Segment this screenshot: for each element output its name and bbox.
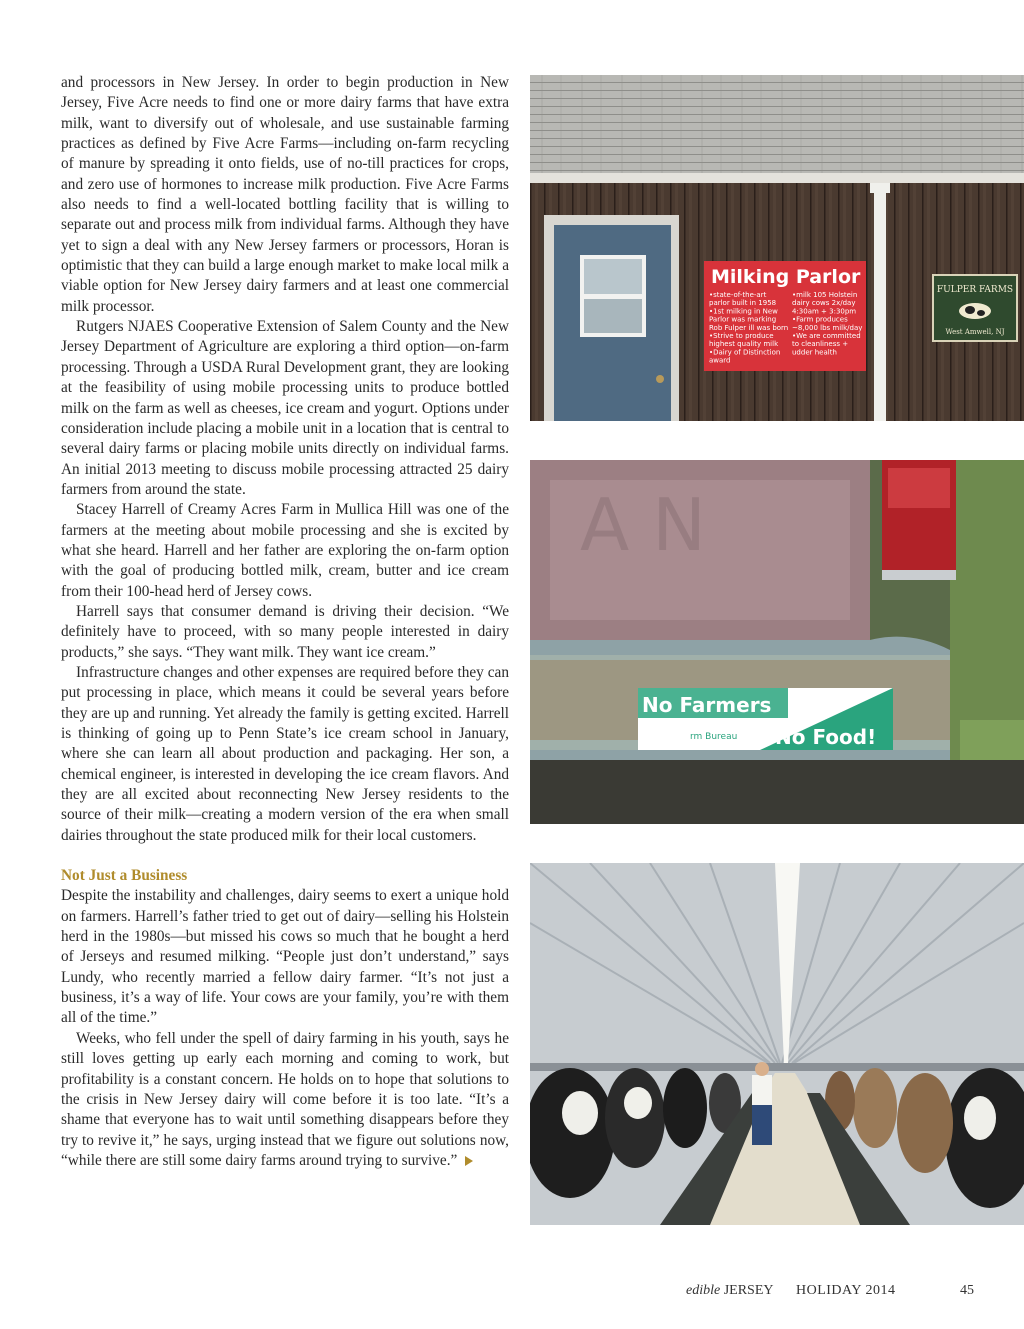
article-paragraph: Harrell says that consumer demand is driving their decision. “We definitely have to proceed, with so many people interested in dairy products,” she says. “They want milk. They want ice cream.” <box>61 602 509 661</box>
magazine-name <box>686 1283 774 1299</box>
sign-line: •Strive to produce <box>709 332 774 340</box>
page-number: 45 <box>960 1283 974 1298</box>
article-paragraph: Rutgers NJAES Cooperative Extension of Salem County and the New Jersey Department of Agriculture are exploring a third option—on-farm processing. Through a USDA Rural Development grant, they are looking at the feasibility of using mobile processing units to produce bottled milk on the farm as well as cheeses, ice cream and yogurt. Options under consideration include placing a mobile unit in a location that is central to several dairy farms or placing mobile units directly on individual farms. An initial 2013 meeting to discuss mobile processing attracted 25 dairy farmers from around the state. <box>61 318 509 498</box>
plaque-title: FULPER FARMS <box>936 285 1014 295</box>
sign-line: •Dairy of Distinction <box>709 348 781 357</box>
sign-line: dairy cows 2x/day <box>792 299 856 308</box>
sign-line: to cleanliness + <box>792 340 849 349</box>
barn-interior-illustration <box>530 863 1024 1225</box>
truck-photo-illustration <box>530 460 1024 824</box>
sign-line: Rob Fulper ill was born <box>709 323 789 332</box>
sign-line: •milk 105 Holstein <box>792 291 858 299</box>
sign-line: •1st milking in New <box>709 307 778 316</box>
article-paragraph: and processors in New Jersey. In order to begin production in New Jersey, Five Acre needs to find one or more dairy farms that have extra milk, want to diversify out of wholesale, and use sustainable farming practices as defined by Five Acre Farms—including on-farm recycling of manure by spreading it onto fields, use of no-till practices for crops, and zero use of hormones to increase milk production. Five Acre Farms also needs to find a well-located bottling facility that is willing to separate out and process milk from individual farms. Although they have yet to sign a deal with any New Jersey farmers or processors, Horan is optimistic that they can build a large enough market to make local milk a viable option for New Jersey dairy farmers and at least one commercial milk processor. <box>61 74 509 315</box>
svg-text:A N: A N <box>580 483 706 567</box>
sign-line: •We are committed <box>792 332 861 340</box>
article-paragraph-text: Weeks, who fell under the spell of dairy farming in his youth, says he still loves getting up early each morning and coming to work, but profitability is a constant concern. He holds on to hope that solutions to the crisis in New Jersey dairy will come before it is too late. “It’s a shame that everyone has to wait until something disappears before they try to revive it,” he says, urging instead that we figure out solutions now, “while there are still some dairy farms around trying to survive.” <box>61 1029 509 1169</box>
sign-line: Parlor was marking <box>709 315 777 324</box>
photo-dairy-barn-interior <box>530 863 1024 1225</box>
section-subhead: Not Just a Business <box>61 867 188 885</box>
sign-line: highest quality milk <box>709 340 779 349</box>
sign-line: •Farm produces <box>792 315 848 324</box>
sign-line: udder health <box>792 348 837 357</box>
article-paragraph: Despite the instability and challenges, dairy seems to exert a unique hold on farmers. Harrell’s father tried to get out of dairy—selling his Holstein herd in the 1980s—but missed his cows so much that he bought a herd of Jerseys and resumed milking. “People just don’t understand,” says Lundy, who recently married a fellow dairy farmer. “It’s not just a business, it’s a way of life. Your cows are your family, you’re with them all of the time.” <box>61 887 509 1027</box>
sign-title: Milking Parlor <box>711 266 861 288</box>
sticker-small-text: rm Bureau <box>690 732 738 742</box>
photo-milking-parlor-barn <box>530 75 1024 421</box>
barn-photo-illustration <box>530 75 1024 421</box>
article-paragraph-last <box>61 1029 509 1171</box>
photo-truck-bumper-sticker <box>530 460 1024 824</box>
sign-line: 4:30am + 3:30pm <box>792 307 857 316</box>
end-of-article-arrow-icon <box>465 1156 473 1166</box>
plaque-location: West Amwell, NJ <box>945 328 1005 336</box>
sign-line: award <box>709 356 731 365</box>
article-paragraph: Infrastructure changes and other expenses are required before they can put processing in place, which means it could be several years before they are up and running. Yet already the family is getting excited. Harrell is thinking of going up to Penn State’s ice cream school in January, where she can learn all about production and packaging. Her son, a chemical engineer, is interested in developing the ice cream flavors. And they are all excited about reconnecting New Jersey residents to the source of their milk—creating a modern version of the era when small dairies throughout the state produced milk for their local customers. <box>61 663 509 844</box>
article-column <box>61 73 509 1171</box>
magazine-name-italic: edible <box>686 1283 721 1298</box>
article-paragraph: Stacey Harrell of Creamy Acres Farm in Mullica Hill was one of the farmers at the meeting about mobile processing and she is excited by what she heard. Harrell and her father are exploring the on-farm option with the goal of producing bottled milk, cream, butter and ice cream from their 100-head herd of Jersey cows. <box>61 501 509 600</box>
issue-label: HOLIDAY 2014 <box>796 1283 896 1298</box>
sticker-top-text: No Farmers <box>642 693 772 717</box>
page-footer <box>0 1283 1024 1303</box>
sticker-bottom-text: No Food! <box>775 725 877 749</box>
sign-line: •state-of-the-art <box>709 291 767 299</box>
sign-line: ~8,000 lbs milk/day <box>792 323 863 332</box>
magazine-name-main: JERSEY <box>723 1283 774 1298</box>
sign-line: parlor built in 1958 <box>709 299 777 308</box>
